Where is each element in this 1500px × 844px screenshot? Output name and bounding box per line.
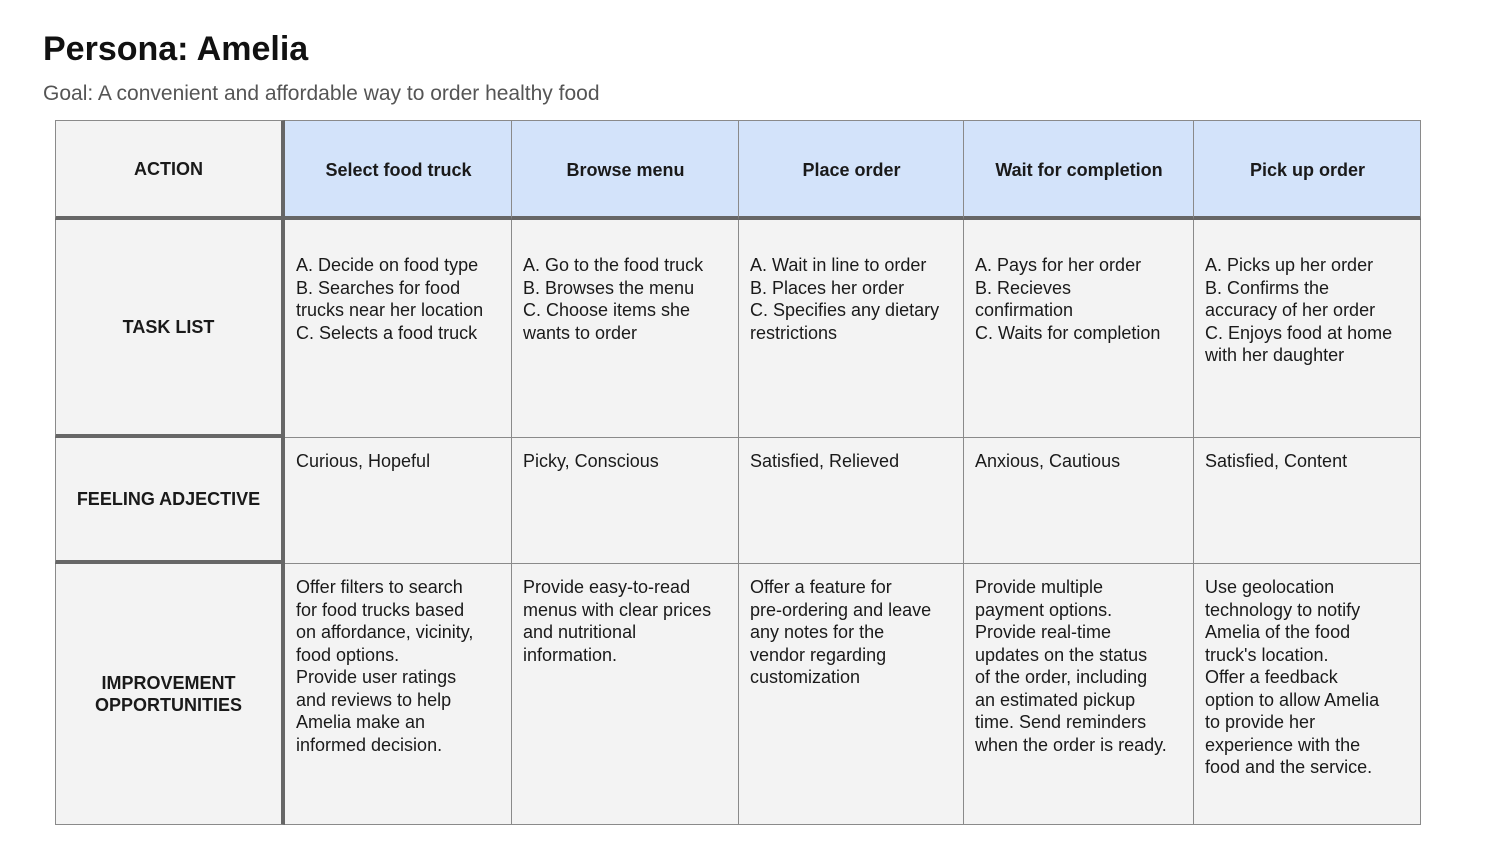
stage-header: Pick up order <box>1194 120 1421 220</box>
improvement-cell: Provide easy-to-read menus with clear prices and nutritional information. <box>512 564 739 825</box>
page-title: Persona: Amelia <box>43 30 309 68</box>
stage-header: Place order <box>739 120 964 220</box>
task-list-cell: A. Decide on food type B. Searches for food trucks near her location C. Selects a food truck <box>285 220 512 438</box>
row-label-improvement-opportunities: IMPROVEMENT OPPORTUNITIES <box>55 564 285 825</box>
feeling-cell: Satisfied, Relieved <box>739 438 964 564</box>
feeling-cell: Picky, Conscious <box>512 438 739 564</box>
feeling-cell: Anxious, Cautious <box>964 438 1194 564</box>
goal-subtitle: Goal: A convenient and affordable way to order healthy food <box>43 82 600 105</box>
task-list-cell: A. Wait in line to order B. Places her order C. Specifies any dietary restrictions <box>739 220 964 438</box>
row-label-feeling-adjective: FEELING ADJECTIVE <box>55 438 285 564</box>
stage-header: Select food truck <box>285 120 512 220</box>
feeling-cell: Curious, Hopeful <box>285 438 512 564</box>
task-list-cell: A. Picks up her order B. Confirms the accuracy of her order C. Enjoys food at home with her daughter <box>1194 220 1421 438</box>
row-label-action: ACTION <box>55 120 285 220</box>
improvement-cell: Offer filters to search for food trucks based on affordance, vicinity, food options. Provide user ratings and reviews to help Amelia make an informed decision. <box>285 564 512 825</box>
improvement-cell: Offer a feature for pre-ordering and leave any notes for the vendor regarding customization <box>739 564 964 825</box>
row-label-task-list: TASK LIST <box>55 220 285 438</box>
feeling-cell: Satisfied, Content <box>1194 438 1421 564</box>
task-list-cell: A. Pays for her order B. Recieves confirmation C. Waits for completion <box>964 220 1194 438</box>
improvement-cell: Provide multiple payment options. Provide real-time updates on the status of the order, including an estimated pickup time. Send reminders when the order is ready. <box>964 564 1194 825</box>
task-list-cell: A. Go to the food truck B. Browses the menu C. Choose items she wants to order <box>512 220 739 438</box>
improvement-cell: Use geolocation technology to notify Amelia of the food truck's location. Offer a feedback option to allow Amelia to provide her experience with the food and the service. <box>1194 564 1421 825</box>
stage-header: Wait for completion <box>964 120 1194 220</box>
stage-header: Browse menu <box>512 120 739 220</box>
journey-map-table <box>55 120 1421 825</box>
